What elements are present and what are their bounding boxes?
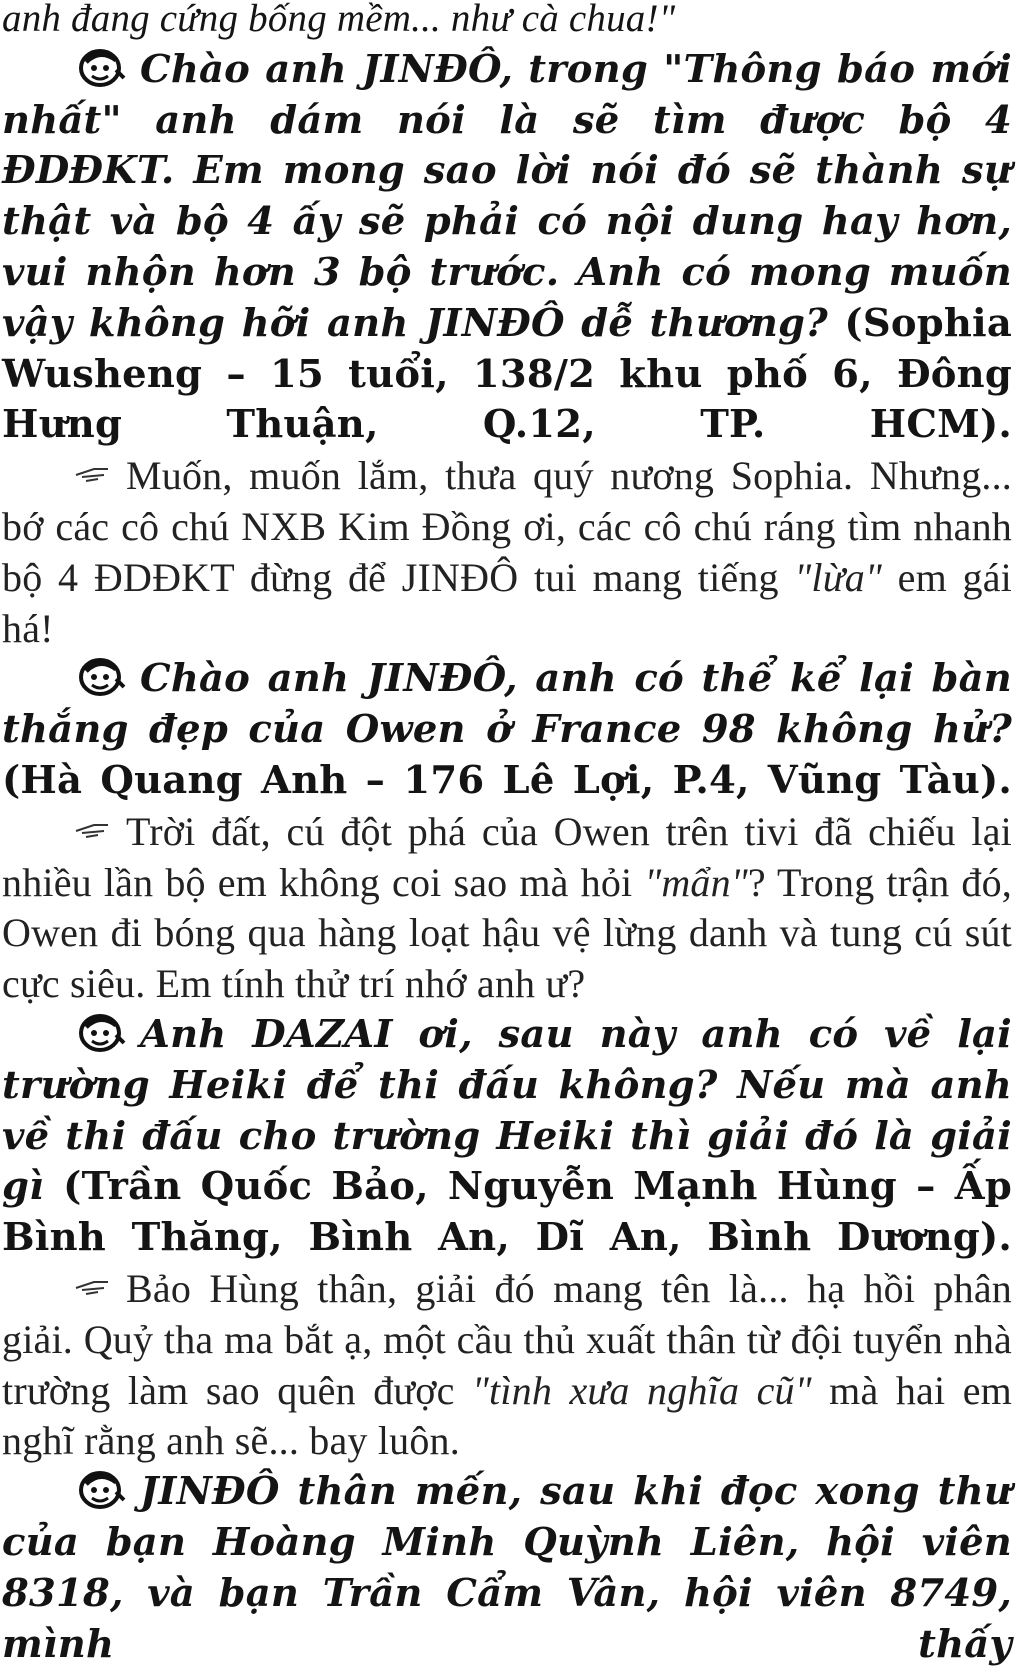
reader-face-icon [78,1013,126,1053]
pointing-hand-icon [74,463,110,483]
pointing-hand-icon [74,819,110,839]
pointing-hand-icon [74,1276,110,1296]
answer-1: Muốn, muốn lắm, thưa quý nương Sophia. Nhưng... bớ các cô chú NXB Kim Đồng ơi, các cô chú ráng tìm nhanh bộ 4 ĐDĐKT đừng để JINĐÔ tui mang tiếng "lừa" em gái há! [2,453,1012,651]
question-2: Chào anh JINĐÔ, anh có thể kể lại bàn thắng đẹp của Owen ở France 98 không hử? (Hà Quang Anh – 176 Lê Lợi, P.4, Vũng Tàu). [2,656,1012,803]
answer-2: Trời đất, cú đột phá của Owen trên tivi đã chiếu lại nhiều lần bộ em không coi sao mà hỏi "mẩn"? Trong trận đó, Owen đi bóng qua hàng loạt hậu vệ lừng danh và tung cú sút cực siêu. Em tính thử trí nhớ anh ư? [2,808,1012,1007]
reader-face-icon [78,1470,126,1510]
reader-face-icon [78,48,126,88]
question-3: Anh DAZAI ơi, sau này anh có về lại trường Heiki để thi đấu không? Nếu mà anh về thi đấu cho trường Heiki thì giải đó là giải gì (Trần Quốc Bảo, Nguyễn Mạnh Hùng – Ấp Bình Thăng, Bình An, Dĩ An, Bình Dương). [2,1011,1012,1261]
question-1: Chào anh JINĐÔ, trong "Thông báo mới nhất" anh dám nói là sẽ tìm được bộ 4 ĐDĐKT. Em mong sao lời nói đó sẽ thành sự thật và bộ 4 ấy sẽ phải có nội dung hay hơn, vui nhộn hơn 3 bộ trước. Anh có mong muốn vậy không hỡi anh JINĐÔ dễ thương? (Sophia Wusheng – 15 tuổi, 138/2 khu phố 6, Đông Hưng Thuận, Q.12, TP. HCM). [2,46,1013,448]
intro-line: anh đang cứng bống mềm... như cà chua!" [2,0,676,40]
answer-3: Bảo Hùng thân, giải đó mang tên là... hạ hồi phân giải. Quỷ tha ma bắt ạ, một cầu thủ xuất thân từ đội tuyển nhà trường làm sao quên được "tình xưa nghĩa cũ" mà hai em nghĩ rằng anh sẽ... bay luôn. [2,1265,1012,1464]
question-4: JINĐÔ thân mến, sau khi đọc xong thư của bạn Hoàng Minh Quỳnh Liên, hội viên 8318, và bạn Trần Cẩm Vân, hội viên 8749, mình thấy [2,1469,1012,1667]
reader-face-icon [78,657,126,697]
